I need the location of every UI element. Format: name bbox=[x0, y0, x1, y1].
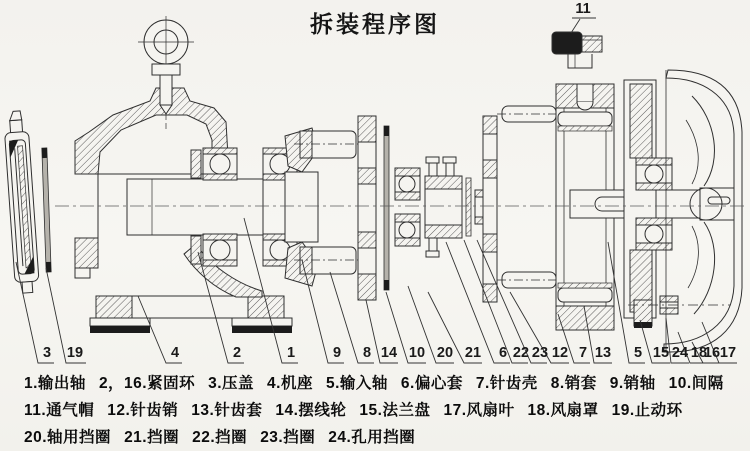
callout-16: 16 bbox=[703, 345, 721, 361]
legend-item: 17.风扇叶 bbox=[443, 402, 515, 419]
legend-item: 7.针齿壳 bbox=[475, 375, 538, 392]
legend-item: 1.输出轴 bbox=[24, 375, 86, 392]
callout-5: 5 bbox=[633, 345, 643, 361]
callout-8: 8 bbox=[362, 345, 372, 361]
callout-21: 21 bbox=[464, 345, 482, 361]
legend-item: 12.针齿销 bbox=[107, 402, 179, 419]
callout-22: 22 bbox=[512, 345, 530, 361]
part-cycloid-wheel-2 bbox=[483, 116, 497, 302]
callout-23: 23 bbox=[531, 345, 549, 361]
legend-item: 13.针齿套 bbox=[191, 402, 263, 419]
callout-17: 17 bbox=[719, 345, 737, 361]
callout-3: 3 bbox=[42, 345, 52, 361]
legend-item: 8.销套 bbox=[550, 375, 597, 392]
callout-15: 15 bbox=[652, 345, 670, 361]
callout-10: 10 bbox=[408, 345, 426, 361]
callout-9: 9 bbox=[332, 345, 342, 361]
callout-4: 4 bbox=[170, 345, 180, 361]
legend-item: 2，16.紧固环 bbox=[98, 375, 196, 392]
callout-1: 1 bbox=[286, 345, 296, 361]
parts-legend bbox=[24, 373, 736, 449]
legend-item: 3.压盖 bbox=[208, 375, 255, 392]
callout-2: 2 bbox=[232, 345, 242, 361]
part-stop-ring bbox=[42, 148, 51, 272]
legend-item: 4.机座 bbox=[267, 375, 313, 392]
legend-item: 24.孔用挡圈 bbox=[328, 429, 416, 446]
legend-row-2 bbox=[24, 400, 736, 422]
legend-item: 10.间隔 bbox=[668, 375, 724, 392]
part-pin-flange bbox=[285, 128, 362, 286]
part-pressure-cover bbox=[3, 110, 40, 293]
legend-item: 5.输入轴 bbox=[325, 375, 388, 392]
legend-item: 18.风扇罩 bbox=[527, 402, 599, 419]
legend-item: 21.挡圈 bbox=[124, 429, 180, 446]
callout-7: 7 bbox=[578, 345, 588, 361]
callout-19: 19 bbox=[66, 345, 84, 361]
callout-13: 13 bbox=[594, 345, 612, 361]
part-cycloid-wheel bbox=[358, 116, 376, 300]
legend-item: 11.通气帽 bbox=[24, 402, 95, 419]
part-vent-cap bbox=[552, 32, 602, 68]
legend-item: 15.法兰盘 bbox=[359, 402, 431, 419]
legend-item: 9.销轴 bbox=[609, 375, 656, 392]
part-needle-pins bbox=[497, 106, 561, 288]
page-title: 拆装程序图 bbox=[310, 11, 440, 37]
callout-18: 18 bbox=[690, 345, 708, 361]
part-eccentric-assembly bbox=[395, 157, 483, 257]
legend-row-3 bbox=[24, 427, 736, 449]
legend-item: 19.止动环 bbox=[611, 402, 683, 419]
legend-item: 20.轴用挡圈 bbox=[24, 429, 112, 446]
callout-14: 14 bbox=[380, 345, 398, 361]
legend-item: 6.偏心套 bbox=[400, 375, 463, 392]
legend-item: 23.挡圈 bbox=[260, 429, 316, 446]
part-output-shaft bbox=[127, 179, 263, 235]
callout-12: 12 bbox=[551, 345, 569, 361]
legend-item: 14.摆线轮 bbox=[275, 402, 347, 419]
callout-24: 24 bbox=[671, 345, 689, 361]
part-spacer bbox=[384, 126, 389, 290]
legend-row-1 bbox=[24, 373, 736, 395]
callout-6: 6 bbox=[498, 345, 508, 361]
legend-item: 22.挡圈 bbox=[192, 429, 248, 446]
callout-20: 20 bbox=[436, 345, 454, 361]
callout-11: 11 bbox=[575, 1, 591, 17]
